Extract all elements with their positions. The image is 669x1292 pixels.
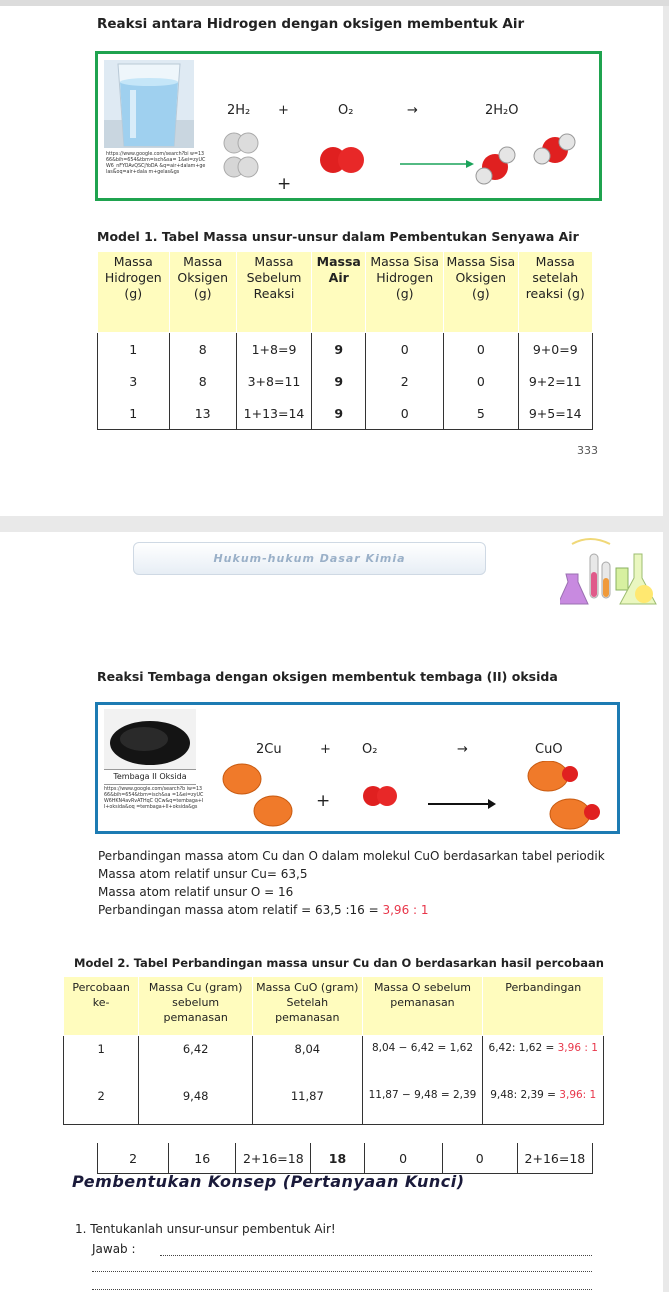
col-header: Perbandingan [483,977,604,1036]
oxygen-molecule-icon [320,147,364,173]
cell: 9 [312,365,366,397]
cell: 0 [444,365,518,397]
water-molecule-icon-2 [534,134,575,164]
cell: 11,87 [253,1083,362,1125]
image-caption: Tembaga II Oksida [104,769,196,785]
cell: 11,87 − 9,48 = 2,39 [362,1083,483,1125]
cell: 0 [366,397,444,430]
cell: 1 [98,397,170,430]
svg-text:+: + [277,174,292,194]
water-molecule-icon-1 [476,147,515,184]
cell: 13 [169,397,236,430]
ratio-line-3: Massa atom relatif unsur O = 16 [98,885,294,899]
cell [483,1036,604,1084]
col-header: Massa O sebelum pemanasan [362,977,483,1036]
table-row [98,1143,593,1174]
ratio-prefix: Perbandingan massa atom relatif = 63,5 :16 = [98,903,383,917]
section-title: Pembentukan Konsep (Pertanyaan Kunci) [72,1172,465,1191]
cell: 9,48 [139,1083,253,1125]
page-1 [0,6,663,516]
model-2-table [63,976,604,1125]
table-row [98,365,593,397]
water-reaction-box [95,51,602,201]
copper-image-source: https://www.google.com/search?b iw=1366&bih=654&tbm=isch&sa =1&ei=zyUCW6HKN4avRvATHqC QCw&q=tembaga+II+oksida&oq =tembaga+II+oksida&gs [104,787,204,810]
table-header-row [98,252,593,333]
water-image-source: https://www.google.com/search?bi w=1366&bih=654&tbm=isch&sa= 1&ei=zyUCW6_nFYOAvQSCjYoDA &q=air+dalam+gelas&oq=air+dala m+gelas&gs [106,152,206,175]
cuo-molecule-icon-1 [528,761,578,791]
eq-h2: 2H₂ [227,103,251,118]
ratio-value: 3,96 : 1 [557,1042,598,1054]
eq-arrow: → [407,103,418,118]
eq-cuo: CuO [535,742,563,757]
cell: 2+16=18 [236,1143,311,1174]
cell: 1+8=9 [236,333,311,366]
copper-oxide-powder-image [104,709,196,769]
col-header: Massa Oksigen (g) [169,252,236,333]
cell: 2 [64,1083,139,1125]
cell: 6,42 [139,1036,253,1084]
model-1-table-continued [97,1143,593,1174]
cell: 0 [442,1143,517,1174]
table-row [64,1083,604,1125]
cell: 3 [98,365,170,397]
ratio-prefix: 9,48: 2,39 = [490,1089,560,1101]
table-header-row [64,977,604,1036]
reaction-title-copper: Reaksi Tembaga dengan oksigen membentuk tembaga (II) oksida [97,669,558,684]
answer-line-1[interactable] [160,1254,592,1256]
model-2-title: Model 2. Tabel Perbandingan massa unsur Cu dan O berdasarkan hasil percobaan [74,956,604,970]
eq-arrow-2: → [457,742,468,757]
cell: 5 [444,397,518,430]
table-row [64,1036,604,1084]
oxygen-molecule-icon-2 [363,786,397,806]
cell: 9 [312,333,366,366]
cell: 8,04 − 6,42 = 1,62 [362,1036,483,1084]
col-header: Massa Sisa Oksigen (g) [444,252,518,333]
cuo-molecule-icon-2 [550,799,600,829]
cell: 1+13=14 [236,397,311,430]
col-header: Massa Cu (gram) sebelum pemanasan [139,977,253,1036]
cell: 2+16=18 [517,1143,592,1174]
col-header: Massa setelah reaksi (g) [518,252,593,333]
cell [483,1083,604,1125]
reaction-title-water: Reaksi antara Hidrogen dengan oksigen membentuk Air [97,16,525,32]
cell: 3+8=11 [236,365,311,397]
cell: 9+5=14 [518,397,593,430]
cell: 8 [169,365,236,397]
cell: 0 [364,1143,442,1174]
svg-text:+: + [316,791,331,811]
hydrogen-molecules-icon [224,133,258,177]
ratio-value: 3,96 : 1 [382,903,429,917]
cell: 2 [366,365,444,397]
cell: 9+0=9 [518,333,593,366]
eq-o2: O₂ [338,103,354,118]
copper-molecule-diagram [218,761,613,833]
question-1: 1. Tentukanlah unsur-unsur pembentuk Air! [75,1222,336,1236]
col-header: Massa Sebelum Reaksi [236,252,311,333]
eq-plus-1: + [278,103,289,118]
eq-2cu: 2Cu [256,742,282,757]
eq-plus-2: + [320,742,331,757]
model-1-title: Model 1. Tabel Massa unsur-unsur dalam Pembentukan Senyawa Air [97,229,579,244]
col-header: Massa CuO (gram) Setelah pemanasan [253,977,362,1036]
eq-h2o: 2H₂O [485,103,519,118]
eq-o2-2: O₂ [362,742,378,757]
cell: 1 [64,1036,139,1084]
copper-reaction-box [95,702,620,834]
cell: 8 [169,333,236,366]
ratio-line-1: Perbandingan massa atom Cu dan O dalam molekul CuO berdasarkan tabel periodik [98,849,605,863]
chapter-banner: Hukum-hukum Dasar Kimia [133,542,486,575]
col-header: Massa Hidrogen (g) [98,252,170,333]
cell: 0 [366,333,444,366]
cell: 8,04 [253,1036,362,1084]
ratio-value: 3,96: 1 [559,1089,597,1101]
page-2 [0,532,663,1292]
copper-atoms-icon [223,764,292,826]
ratio-prefix: 6,42: 1,62 = [488,1042,558,1054]
cell: 18 [311,1143,364,1174]
cell: 1 [98,333,170,366]
cell: 9 [312,397,366,430]
water-molecule-diagram [220,132,580,202]
cell: 0 [444,333,518,366]
cell: 2 [98,1143,169,1174]
col-header: Massa Air [312,252,366,333]
table-row [98,397,593,430]
model-1-table [97,251,593,430]
col-header: Percobaan ke- [64,977,139,1036]
cell: 9+2=11 [518,365,593,397]
chemistry-flasks-icon [560,534,660,612]
answer-line-3[interactable] [92,1288,592,1290]
cell: 16 [169,1143,236,1174]
ratio-line-2: Massa atom relatif unsur Cu= 63,5 [98,867,308,881]
col-header: Massa Sisa Hidrogen (g) [366,252,444,333]
answer-line-2[interactable] [92,1270,592,1272]
water-glass-image [104,60,194,148]
table-row [98,333,593,366]
answer-label: Jawab : [92,1242,136,1256]
page-number: 333 [577,444,598,457]
ratio-line-4 [98,903,429,917]
